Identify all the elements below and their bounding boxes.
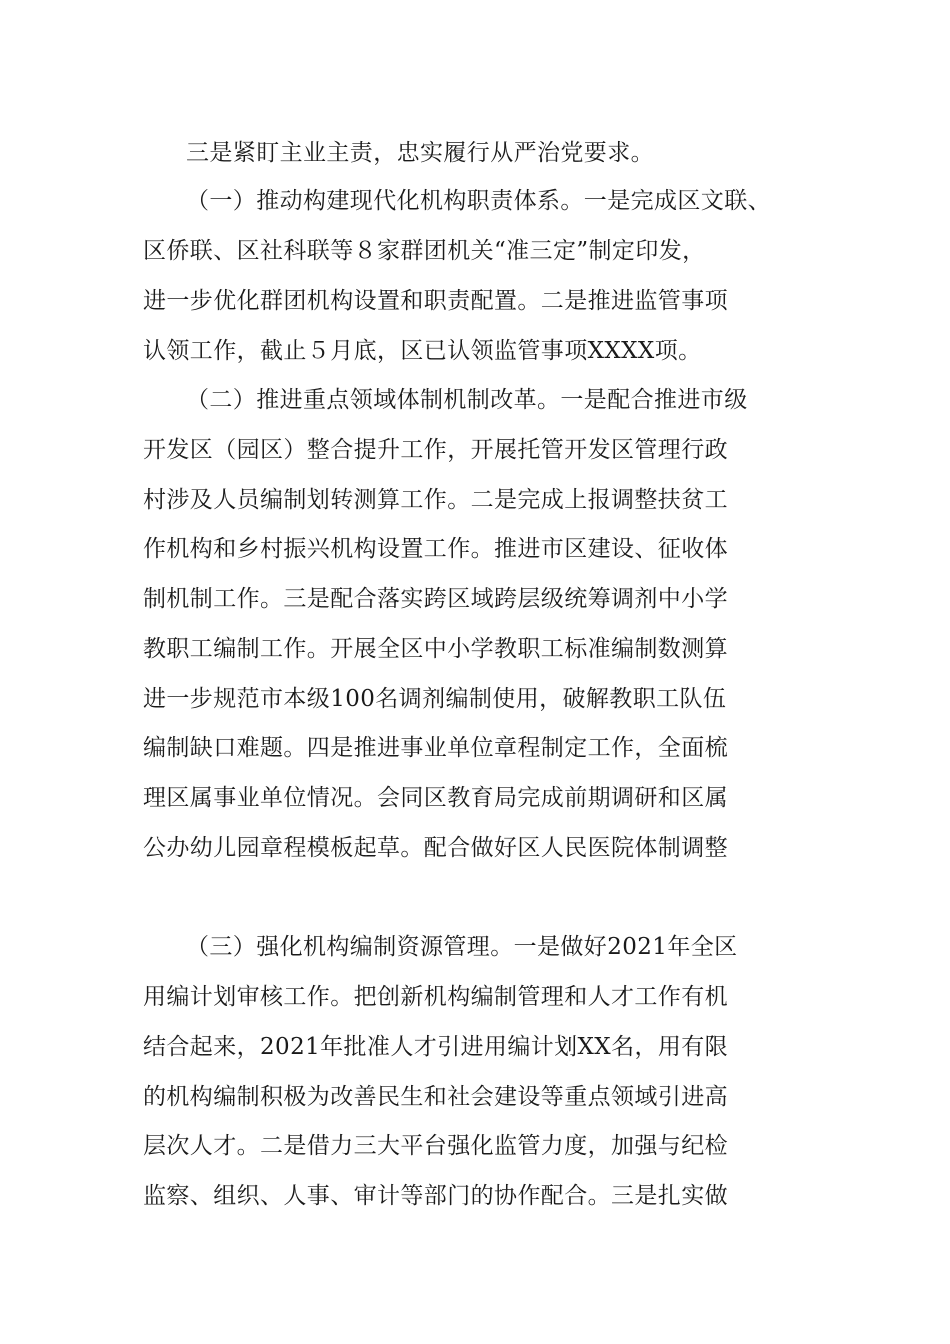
text-line: 进一步规范市本级100名调剂编制使用，破解教职工队伍 bbox=[143, 686, 727, 712]
text-line: 监察、组织、人事、审计等部门的协作配合。三是扎实做 bbox=[143, 1183, 728, 1209]
text-line: （一）推动构建现代化机构职责体系。一是完成区文联、 bbox=[186, 188, 771, 214]
text-line: 结合起来，2021年批准人才引进用编计划XX名，用有限 bbox=[143, 1034, 729, 1060]
text-line: 开发区（园区）整合提升工作，开展托管开发区管理行政 bbox=[143, 437, 728, 463]
text-line: 制机制工作。三是配合落实跨区域跨层级统筹调剂中小学 bbox=[143, 586, 728, 612]
text-line: 教职工编制工作。开展全区中小学教职工标准编制数测算 bbox=[143, 636, 728, 662]
text-line: 编制缺口难题。四是推进事业单位章程制定工作，全面梳 bbox=[143, 735, 728, 761]
text-line: （三）强化机构编制资源管理。一是做好2021年全区 bbox=[186, 934, 738, 960]
text-line: 公办幼儿园章程模板起草。配合做好区人民医院体制调整 bbox=[143, 835, 728, 861]
text-line: 理区属事业单位情况。会同区教育局完成前期调研和区属 bbox=[143, 785, 728, 811]
text-line: 的机构编制积极为改善民生和社会建设等重点领域引进高 bbox=[143, 1084, 728, 1110]
text-line: （二）推进重点领域体制机制改革。一是配合推进市级 bbox=[186, 387, 748, 413]
text-line: 村涉及人员编制划转测算工作。二是完成上报调整扶贫工 bbox=[143, 487, 728, 513]
text-line: 用编计划审核工作。把创新机构编制管理和人才工作有机 bbox=[143, 984, 728, 1010]
text-line: 作机构和乡村振兴机构设置工作。推进市区建设、征收体 bbox=[143, 536, 728, 562]
text-line: 层次人才。二是借力三大平台强化监管力度，加强与纪检 bbox=[143, 1133, 728, 1159]
text-line: 区侨联、区社科联等８家群团机关“准三定”制定印发， bbox=[143, 238, 706, 264]
text-line: 进一步优化群团机构设置和职责配置。二是推进监管事项 bbox=[143, 288, 728, 314]
text-line: 认领工作，截止５月底，区已认领监管事项XXXX项。 bbox=[143, 338, 702, 364]
text-line: 三是紧盯主业主责，忠实履行从严治党要求。 bbox=[186, 140, 654, 166]
